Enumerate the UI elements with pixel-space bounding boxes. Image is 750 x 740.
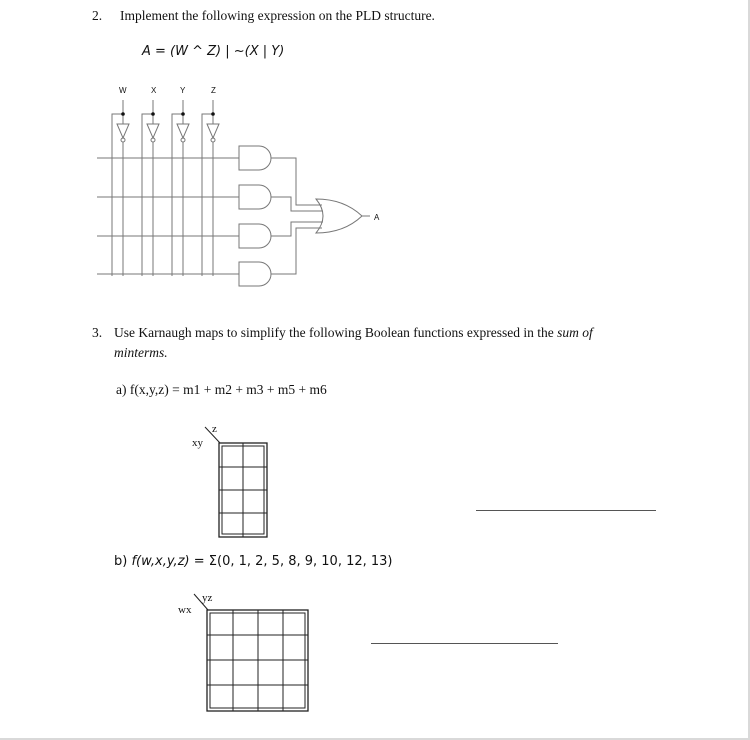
- q2-number: 2.: [92, 8, 103, 23]
- input-label-x: X: [151, 86, 157, 95]
- kmap-b-col-var: yz: [202, 592, 213, 604]
- kmap-a-col-var: z: [212, 423, 217, 435]
- q2-expression: A = (W ^ Z) | ~(X | Y): [142, 44, 285, 59]
- kmap-b-diagonal: [194, 594, 208, 610]
- q3-prompt-line2: minterms.: [114, 345, 168, 360]
- q2-prompt: Implement the following expression on the PLD structure.: [120, 8, 435, 23]
- input-label-w: W: [119, 86, 127, 95]
- input-label-z: Z: [211, 86, 216, 95]
- q3-number: 3.: [92, 325, 103, 340]
- q3-prompt-line1: Use Karnaugh maps to simplify the following Boolean functions expressed in the sum of: [114, 325, 593, 340]
- part-a-function: a) f(x,y,z) = m1 + m2 + m3 + m5 + m6: [116, 382, 327, 397]
- kmap-b-row-var: wx: [178, 604, 192, 616]
- kmap-a-row-var: xy: [192, 437, 203, 449]
- part-b-function: b) f(w,x,y,z) = Σ(0, 1, 2, 5, 8, 9, 10, 12, 13): [114, 554, 393, 569]
- output-label-a: A: [374, 213, 380, 222]
- answer-line-b[interactable]: [371, 643, 558, 644]
- input-label-y: Y: [180, 86, 186, 95]
